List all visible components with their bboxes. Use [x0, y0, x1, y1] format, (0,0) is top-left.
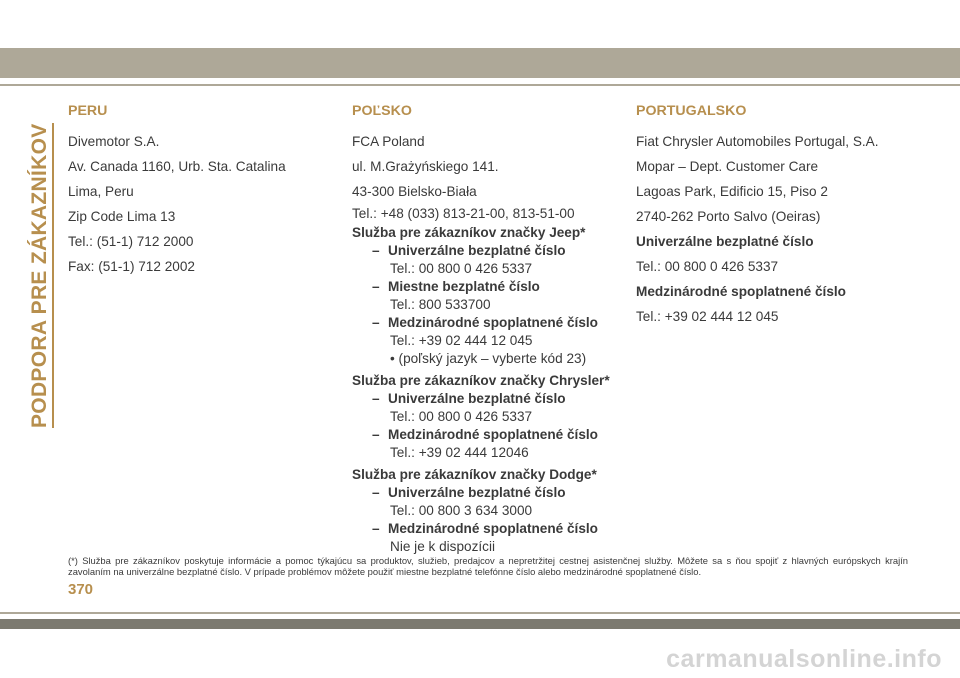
address-line: Av. Canada 1160, Urb. Sta. Catalina [68, 159, 286, 174]
address-line: Zip Code Lima 13 [68, 209, 176, 224]
phone-line: Tel.: +48 (033) 813-21-00, 813-51-00 [352, 206, 575, 221]
watermark: carmanualsonline.info [666, 645, 942, 673]
dodge-service-title: Služba pre zákazníkov značky Dodge* [352, 467, 597, 482]
jeep-intl-tel: Tel.: +39 02 444 12 045 [390, 333, 533, 348]
jeep-free-label: – Univerzálne bezplatné číslo [372, 243, 566, 258]
address-line: 43-300 Bielsko-Biała [352, 184, 477, 199]
portugal-free-label: Univerzálne bezplatné číslo [636, 234, 814, 249]
column-poland [352, 101, 627, 556]
address-line: Divemotor S.A. [68, 134, 160, 149]
address-line: ul. M.Grażyńskiego 141. [352, 159, 499, 174]
portugal-intl-label: Medzinárodné spoplatnené číslo [636, 284, 846, 299]
dodge-intl-tel: Nie je k dispozícii [390, 539, 496, 554]
jeep-local-label: – Miestne bezplatné číslo [372, 279, 540, 294]
jeep-local-tel: Tel.: 800 533700 [390, 297, 491, 312]
chrysler-intl-tel: Tel.: +39 02 444 12046 [390, 445, 529, 460]
address-line: Lagoas Park, Edificio 15, Piso 2 [636, 184, 828, 199]
heading-poland: POĽSKO [352, 103, 412, 119]
address-line: FCA Poland [352, 134, 425, 149]
address-line: Lima, Peru [68, 184, 134, 199]
dodge-intl-label: – Medzinárodné spoplatnené číslo [372, 521, 598, 536]
column-portugal [636, 101, 936, 329]
side-section-title: PODPORA PRE ZÁKAZNÍKOV [28, 123, 54, 428]
bottom-rule [0, 612, 960, 614]
footnote: (*) Služba pre zákazníkov poskytuje informácie a pomoc týkajúcu sa produktov, služieb, predajcov a nepretržitej cestnej asistenčnej služby. Môžete sa s ňou spojiť z hlavných európskych krajín zavolaním na univerzálne bezplatné číslo. V prípade problémov môžete použiť miestne bezplatné telefónne číslo alebo medzinárodné spoplatnené číslo. [68, 555, 908, 577]
heading-portugal: PORTUGALSKO [636, 103, 747, 119]
bottom-band [0, 619, 960, 629]
address-line: Mopar – Dept. Customer Care [636, 159, 819, 174]
jeep-free-tel: Tel.: 00 800 0 426 5337 [390, 261, 533, 276]
address-line: 2740-262 Porto Salvo (Oeiras) [636, 209, 821, 224]
address-line: Fiat Chrysler Automobiles Portugal, S.A. [636, 134, 879, 149]
page-number: 370 [68, 581, 94, 598]
dodge-free-label: – Univerzálne bezplatné číslo [372, 485, 566, 500]
column-peru [68, 101, 338, 279]
chrysler-free-tel: Tel.: 00 800 0 426 5337 [390, 409, 533, 424]
jeep-service-title: Služba pre zákazníkov značky Jeep* [352, 225, 586, 240]
dodge-free-tel: Tel.: 00 800 3 634 3000 [390, 503, 533, 518]
chrysler-free-label: – Univerzálne bezplatné číslo [372, 391, 566, 406]
portugal-free-tel: Tel.: 00 800 0 426 5337 [636, 259, 779, 274]
jeep-intl-label: – Medzinárodné spoplatnené číslo [372, 315, 598, 330]
top-rule [0, 84, 960, 86]
phone-line: Tel.: (51-1) 712 2000 [68, 234, 194, 249]
chrysler-intl-label: – Medzinárodné spoplatnené číslo [372, 427, 598, 442]
heading-peru: PERU [68, 103, 108, 119]
chrysler-service-title: Služba pre zákazníkov značky Chrysler* [352, 373, 610, 388]
jeep-intl-note: • (poľský jazyk – vyberte kód 23) [390, 351, 587, 366]
fax-line: Fax: (51-1) 712 2002 [68, 259, 195, 274]
top-band [0, 48, 960, 78]
portugal-intl-tel: Tel.: +39 02 444 12 045 [636, 309, 779, 324]
